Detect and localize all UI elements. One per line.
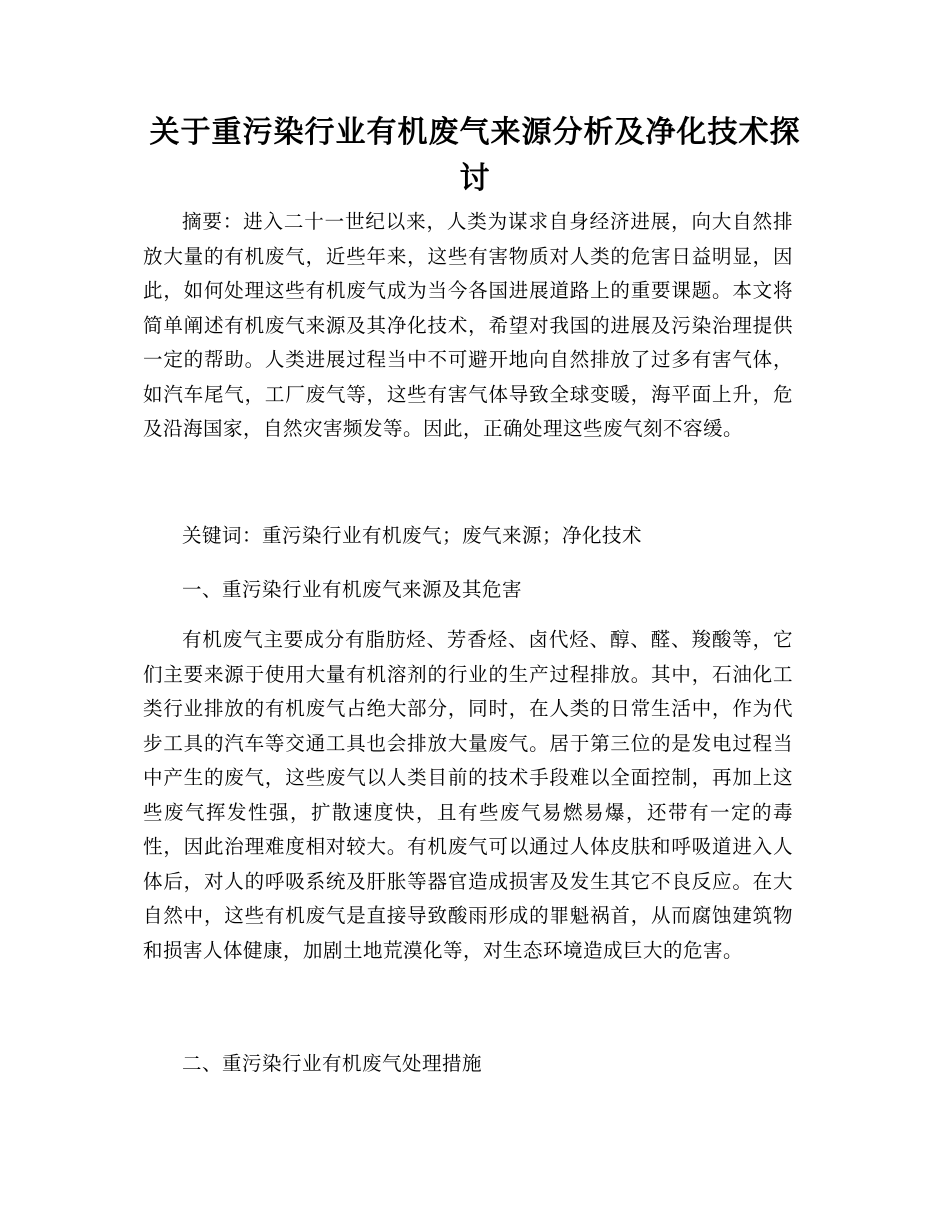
body-paragraph-1: 有机废气主要成分有脂肪烃、芳香烃、卤代烃、醇、醛、羧酸等，它们主要来源于使用大量有机溶剂的行业的生产过程排放。其中，石油化工类行业排放的有机废气占绝大部分，同时，在人类的日常生活中，作为代步工具的汽车等交通工具也会排放大量废气。居于第三位的是发电过程当中产生的废气，这些废气以人类目前的技术手段难以全面控制，再加上这些废气挥发性强，扩散速度快，且有些废气易燃易爆，还带有一定的毒性，因此治理难度相对较大。有机废气可以通过人体皮肤和呼吸道进入人体后，对人的呼吸系统及肝胀等器官造成损害及发生其它不良反应。在大自然中，这些有机废气是直接导致酸雨形成的罪魁祸首，从而腐蚀建筑物和损害人体健康，加剧土地荒漠化等，对生态环境造成巨大的危害。	[143, 628, 793, 962]
document-title: 关于重污染行业有机废气来源分析及净化技术探讨	[149, 115, 801, 196]
keywords-line: 关键词：重污染行业有机废气；废气来源；净化技术	[182, 524, 643, 547]
section-heading-2: 二、重污染行业有机废气处理措施	[182, 1052, 483, 1075]
abstract-paragraph: 摘要：进入二十一世纪以来，人类为谋求自身经济进展，向大自然排放大量的有机废气，近些年来，这些有害物质对人类的危害日益明显，因此，如何处理这些有机废气成为当今各国进展道路上的重要课题。本文将简单阐述有机废气来源及其净化技术，希望对我国的进展及污染治理提供一定的帮助。人类进展过程当中不可避开地向自然排放了过多有害气体，如汽车尾气，工厂废气等，这些有害气体导致全球变暖，海平面上升，危及沿海国家，自然灾害频发等。因此，正确处理这些废气刻不容缓。	[143, 210, 793, 440]
section-heading-1: 一、重污染行业有机废气来源及其危害	[182, 578, 523, 601]
